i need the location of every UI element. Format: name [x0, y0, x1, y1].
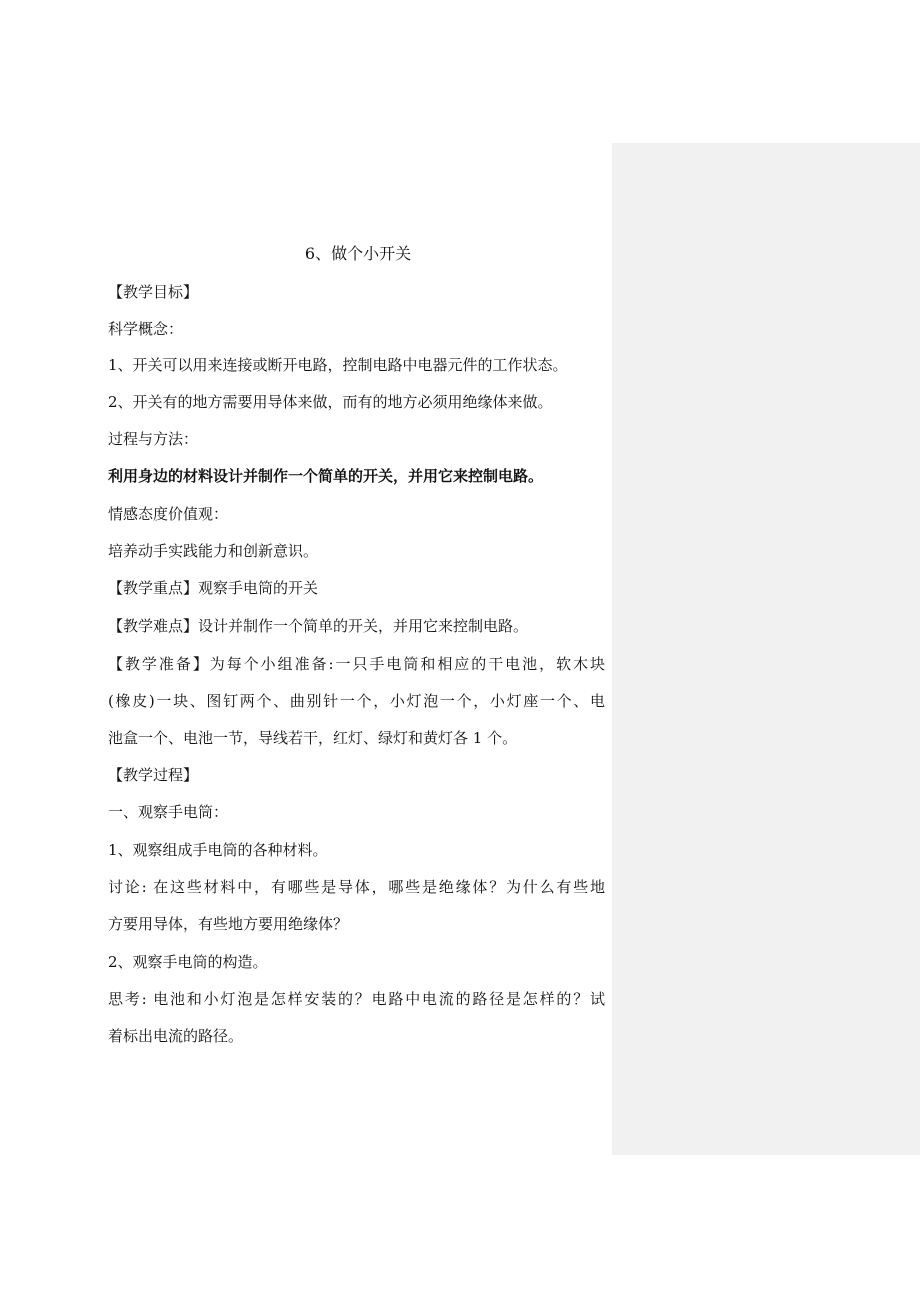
- preparation-line-1: 【教学准备】为每个小组准备:一只手电筒和相应的干电池，软木块: [108, 655, 605, 673]
- difficulty: 【教学难点】设计并制作一个简单的开关，并用它来控制电路。: [108, 617, 529, 635]
- discussion-line-2: 方要用导体，有些地方要用绝缘体？: [108, 915, 349, 933]
- comment-pane: [612, 143, 920, 1155]
- process-label: 过程与方法：: [108, 430, 199, 448]
- step-1: 1、观察组成手电筒的各种材料。: [108, 841, 328, 859]
- section-1-heading: 一、观察手电筒：: [108, 803, 229, 821]
- preparation-line-3: 池盒一个、电池一节，导线若干，红灯、绿灯和黄灯各 1 个。: [108, 729, 518, 747]
- step-2: 2、观察手电筒的构造。: [108, 953, 268, 971]
- concept-item-2: 2、开关有的地方需要用导体来做，而有的地方必须用绝缘体来做。: [108, 393, 553, 411]
- emotion-label: 情感态度价值观：: [108, 505, 229, 523]
- objectives-heading: 【教学目标】: [108, 283, 199, 301]
- page-title: 6、做个小开关: [304, 244, 412, 263]
- concept-label: 科学概念：: [108, 320, 184, 338]
- think-line-1: 思考: 电池和小灯泡是怎样安装的？电路中电流的路径是怎样的？试: [108, 990, 605, 1008]
- discussion-line-1: 讨论: 在这些材料中，有哪些是导体，哪些是绝缘体？为什么有些地: [108, 878, 605, 896]
- concept-item-1: 1、开关可以用来连接或断开电路，控制电路中电器元件的工作状态。: [108, 356, 568, 374]
- process-text: 利用身边的材料设计并制作一个简单的开关，并用它来控制电路。: [108, 467, 544, 485]
- think-line-2: 着标出电流的路径。: [108, 1027, 244, 1045]
- preparation-line-2: (橡皮)一块、图钉两个、曲别针一个，小灯泡一个，小灯座一个、电: [108, 692, 605, 710]
- key-point: 【教学重点】观察手电筒的开关: [108, 579, 319, 597]
- emotion-text: 培养动手实践能力和创新意识。: [108, 542, 319, 560]
- process-heading: 【教学过程】: [108, 766, 199, 784]
